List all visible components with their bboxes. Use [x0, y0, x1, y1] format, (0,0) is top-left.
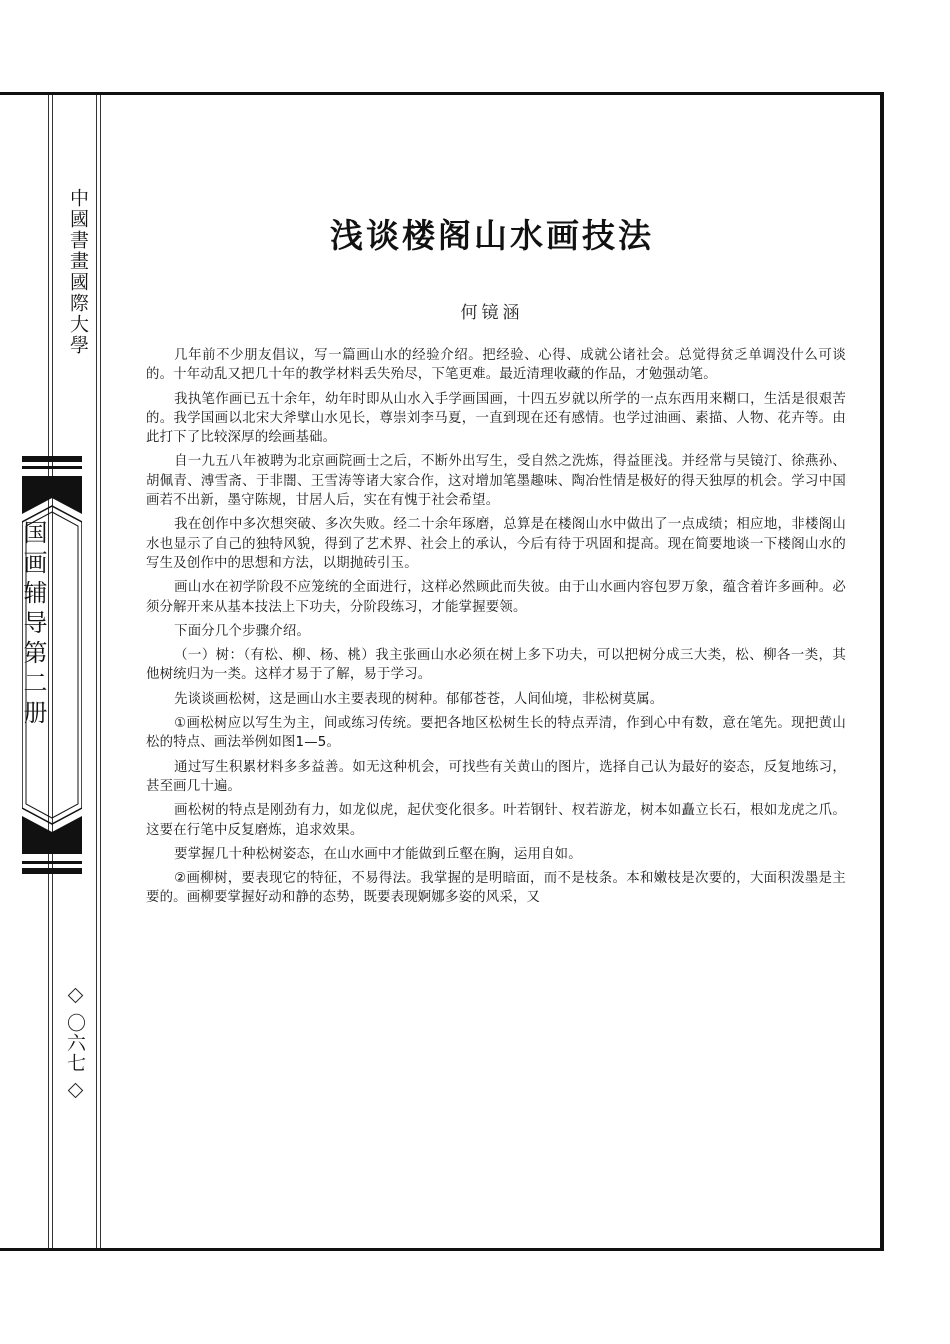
- body-paragraph: 画山水在初学阶段不应笼统的全面进行，这样必然顾此而失彼。由于山水画内容包罗万象，蕴含着许多画种。必须分解开来从基本技法上下功夫，分阶段练习，才能掌握要领。: [146, 580, 846, 615]
- body-paragraph: ②画柳树，要表现它的特征，不易得法。我掌握的是明暗面，而不是枝条。本和嫩枝是次要的，大面积泼墨是主要的。画柳要掌握好动和静的态势，既要表现婀娜多姿的风采，又: [146, 871, 846, 906]
- body-paragraph: ①画松树应以写生为主，间或练习传统。要把各地区松树生长的特点弄清，作到心中有数，意在笔先。现把黄山松的特点、画法举例如图1—5。: [146, 716, 846, 751]
- diamond-icon: [67, 988, 83, 1004]
- body-paragraph: 先谈谈画松树，这是画山水主要表现的树种。郁郁苍苍，人间仙境，非松树莫属。: [174, 691, 664, 707]
- body-paragraph: 下面分几个步骤介绍。: [174, 623, 311, 639]
- article-title: 浅谈楼阁山水画技法: [330, 216, 654, 255]
- section-banner-text: 国画辅导第二册: [19, 520, 47, 730]
- article-author: 何镜涵: [460, 303, 524, 323]
- body-paragraph: 要掌握几十种松树姿态，在山水画中才能做到丘壑在胸，运用自如。: [174, 846, 582, 862]
- sidebar-publication-title: 中國書畫國際大學: [67, 188, 89, 356]
- body-paragraph: 通过写生积累材料多多益善。如无这种机会，可找些有关黄山的图片，选择自己认为最好的姿态，反复地练习，甚至画几十遍。: [146, 759, 846, 794]
- body-paragraph: 我在创作中多次想突破、多次失败。经二十余年琢磨，总算是在楼阁山水中做出了一点成绩；相应地，非楼阁山水也显示了自己的独特风貌，得到了艺术界、社会上的承认，今后有待于巩固和提高。现在简要地谈一下楼阁山水的写生及创作中的思想和方法，以期抛砖引玉。: [146, 517, 846, 571]
- diamond-icon: [67, 1083, 83, 1099]
- frame-top-border: [0, 92, 884, 95]
- frame-right-border: [880, 92, 884, 1251]
- page-number-block: [60, 990, 90, 1096]
- frame-bottom-border: [0, 1248, 884, 1251]
- body-paragraph: 我执笔作画已五十余年，幼年时即从山水入手学画国画，十四五岁就以所学的一点东西用来糊口，生活是很艰苦的。我学国画以北宋大斧擘山水见长，尊崇刘李马夏，一直到现在还有感情。也学过油画、素描、人物、花卉等。由此打下了比较深厚的绘画基础。: [146, 391, 846, 446]
- page-number: 〇六七: [64, 1013, 86, 1073]
- sidebar-rule-right-inner: [100, 95, 101, 1248]
- sidebar-rule-right-outer: [96, 95, 97, 1248]
- body-paragraph: （一）树：（有松、柳、杨、桃）我主张画山水必须在树上多下功夫，可以把树分成三大类，松、柳各一类，其他树统归为一类。这样才易于了解，易于学习。: [146, 648, 846, 683]
- article-body: [146, 346, 846, 913]
- body-paragraph: 画松树的特点是刚劲有力，如龙似虎，起伏变化很多。叶若钢针、杈若游龙，树本如矗立长石，根如龙虎之爪。这要在行笔中反复磨炼，追求效果。: [146, 803, 846, 838]
- body-paragraph: 自一九五八年被聘为北京画院画士之后，不断外出写生，受自然之洗炼，得益匪浅。并经常与吴镜汀、徐燕孙、胡佩青、溥雪斋、于非闇、王雪涛等诸大家合作，这对增加笔墨趣味、陶冶性情是极好的得天独厚的机会。学习中国画若不出新，墨守陈规，甘居人后，实在有愧于社会希望。: [146, 454, 846, 509]
- body-paragraph: 几年前不少朋友倡议，写一篇画山水的经验介绍。把经验、心得、成就公诸社会。总觉得贫乏单调没什么可谈的。十年动乱又把几十年的教学材料丢失殆尽，下笔更难。最近清理收藏的作品，才勉强动笔。: [146, 348, 846, 383]
